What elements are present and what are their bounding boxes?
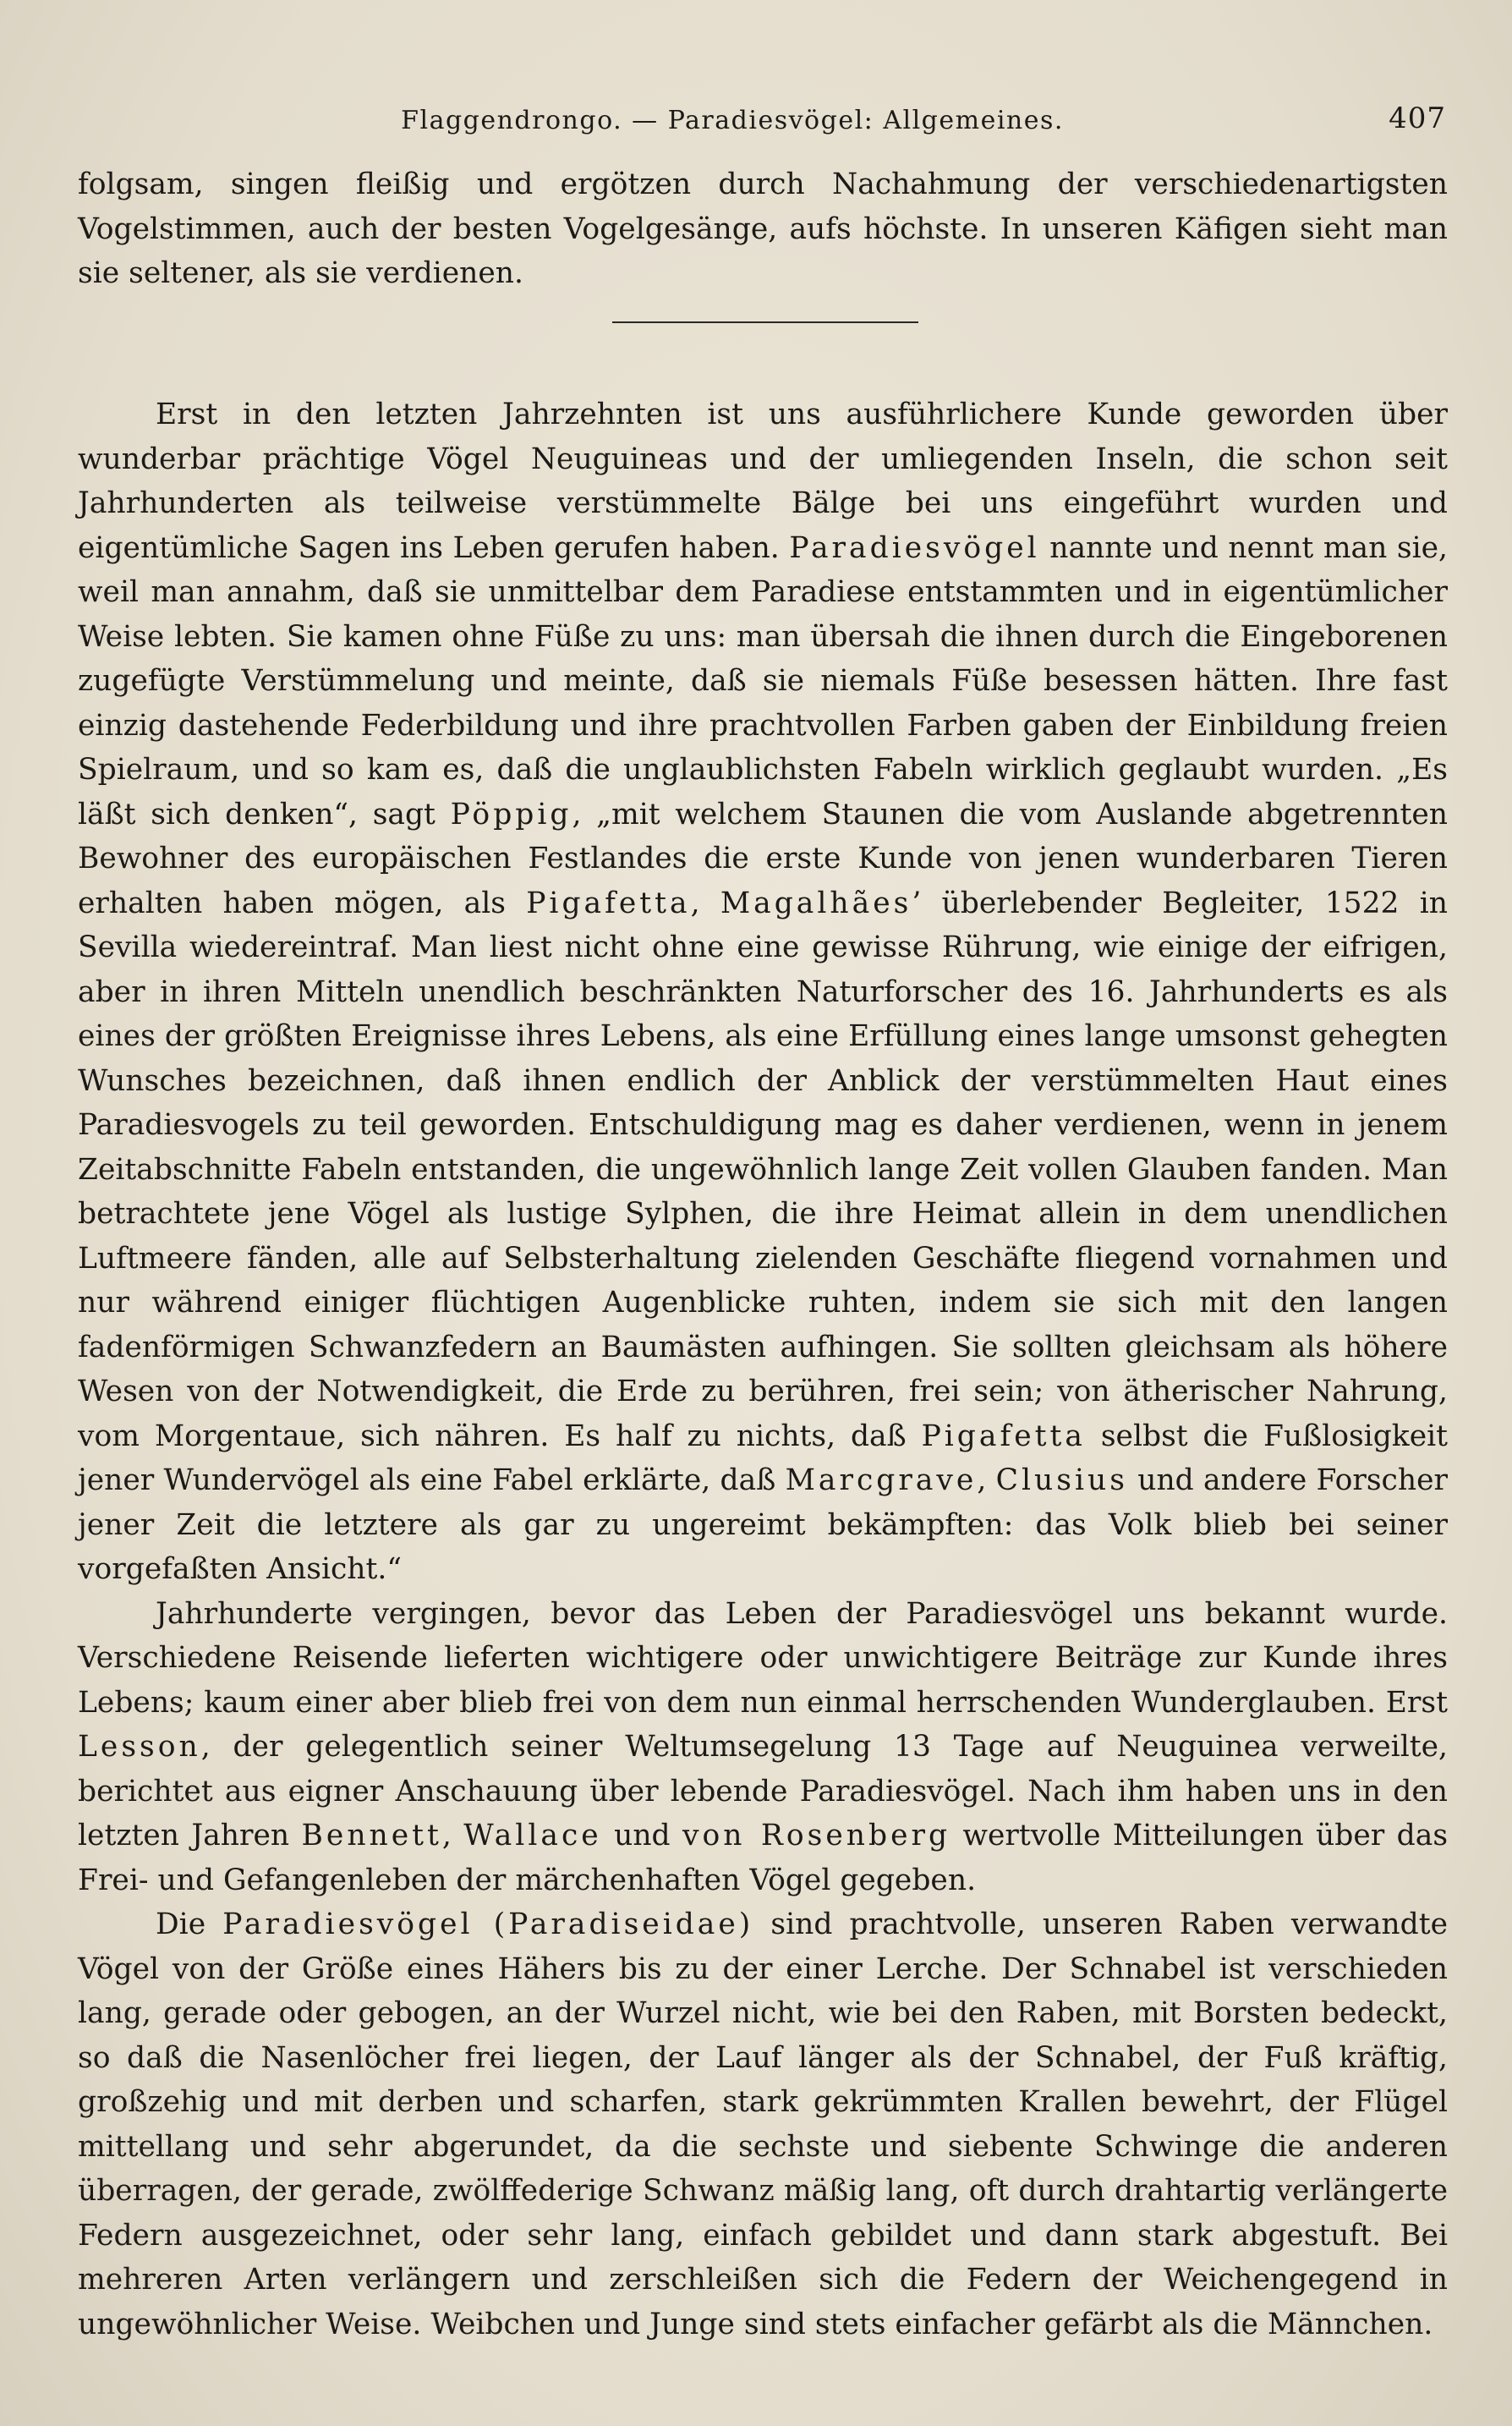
text-run: Jahrhunderte vergingen, bevor das Leben der Paradiesvögel uns bekannt wurde. Verschiedene Reisende lieferten wichtigere oder unwichtigere Beiträge zur Kunde ihres Lebens; kaum einer aber blieb frei von dem nun einmal herrschenden Wunderglauben. Erst xyxy=(78,1596,1448,1720)
text-run: sind prachtvolle, unseren Raben verwandte Vögel von der Größe eines Hähers bis zu der einer Lerche. Der Schnabel ist verschieden lang, gerade oder gebogen, an der Wurzel nicht, wie bei den Raben, mit Borsten bedeckt, so daß die Nasenlöcher frei liegen, der Lauf länger als der Schnabel, der Fuß kräftig, großzehig und mit derben und scharfen, stark gekrümmten Krallen bewehrt, der Flügel mittellang und sehr abgerundet, da die sechste und siebente Schwinge die anderen überragen, der gerade, zwölffederige Schwanz mäßig lang, oft durch drahtartig verlängerte Federn ausgezeichnet, oder sehr lang, einfach gebildet und dann stark abgestuft. Bei mehreren Arten verlängern und zerschleißen sich die Federn der Weichengegend in ungewöhnlicher Weise. Weibchen und Junge sind stets einfacher gefärbt als die Männchen. xyxy=(78,1907,1449,2341)
person-name: von Rosenberg xyxy=(682,1819,951,1852)
person-name: Pigafetta xyxy=(526,886,691,920)
person-name: Pigafetta xyxy=(921,1419,1086,1453)
spaced-term: Paradiesvögel xyxy=(789,530,1040,565)
person-name: Lesson xyxy=(78,1730,201,1764)
person-name: Wallace xyxy=(463,1819,602,1852)
person-name: Clusius xyxy=(995,1463,1128,1497)
text-run: , der gelegentlich seiner Weltumsegelung 13 Tage auf Neuguinea verweilte, berichtet aus eigner Anschauung über lebende Paradiesvögel. Nach ihm haben uns in den letzten Jahren xyxy=(78,1730,1448,1852)
person-name: Magalhães xyxy=(720,886,912,920)
text-run: Erst in den letzten Jahrzehnten ist uns ausführlichere Kunde geworden über wunderbar prächtige Vögel Neuguineas und der umliegenden Inseln, die schon seit Jahrhunderten als teilweise verstümmelte Bälge bei uns eingeführt wurden und eigentümliche Sagen ins Leben gerufen haben. xyxy=(78,398,1448,565)
person-name: Pöppig xyxy=(450,797,572,832)
text-run: nannte und nennt man sie, weil man annahm, daß sie unmittelbar dem Paradiese entstammten und in eigentümlicher Weise lebten. Sie kamen ohne Füße zu uns: man übersah die ihnen durch die Eingeborenen zugefügte Verstümmelung und meinte, daß sie niemals Füße besessen hätten. Ihre fast einzig dastehende Federbildung und ihre prachtvollen Farben gaben der Einbildung freien Spielraum, und so kam es, daß die unglaublichsten Fabeln wirklich geglaubt wurden. „Es läßt sich denken“, sagt xyxy=(78,530,1449,832)
page-number: 407 xyxy=(1389,102,1446,135)
text-run: ’ überlebender Begleiter, 1522 in Sevilla wiedereintraf. Man liest nicht ohne eine gewisse Rührung, wie einige der eifrigen, aber in ihren Mitteln unendlich beschränkten Naturforscher des 16. Jahrhunderts es als eines der größten Ereignisse ihres Lebens, als eine Erfüllung eines lange umsonst gehegten Wunsches bezeichnen, daß ihnen endlich der Anblick der verstümmelten Haut eines Paradiesvogels zu teil geworden. Entschuldigung mag es daher verdienen, wenn in jenem Zeitabschnitte Fabeln entstanden, die ungewöhnlich lange Zeit vollen Glauben fanden. Man betrachtete jene Vögel als lustige Sylphen, die ihre Heimat allein in dem unendlichen Luftmeere fänden, alle auf Selbsterhaltung zielenden Geschäfte fliegend vornahmen und nur während einiger flüchtigen Augenblicke ruhten, indem sie sich mit den langen fadenförmigen Schwanzfedern an Baumästen aufhingen. Sie sollten gleichsam als höhere Wesen von der Notwendigkeit, die Erde zu berühren, frei sein; von ätherischer Nahrung, vom Morgentaue, sich nähren. Es half zu nichts, daß xyxy=(78,886,1448,1453)
section-body xyxy=(78,392,1448,2346)
text-run: , „mit welchem Staunen die vom Auslande abgetrennten Bewohner des europäischen Festlandes die erste Kunde von jenen wunderbaren Tieren erhalten haben mögen, als xyxy=(78,797,1449,920)
section-divider xyxy=(612,321,918,323)
paragraph-fables xyxy=(78,392,1448,1592)
text-run: Die xyxy=(156,1907,206,1941)
page-header xyxy=(76,91,1446,135)
text-run: , xyxy=(690,886,700,920)
text-run: und andere Forscher jener Zeit die letztere als gar zu ungereimt bekämpften: das Volk blieb bei seiner vorgefaßten Ansicht.“ xyxy=(78,1463,1448,1586)
text-run: und xyxy=(614,1819,671,1852)
person-name: Bennett xyxy=(301,1819,442,1852)
person-name: Marcgrave xyxy=(785,1463,978,1497)
intro-paragraph-block xyxy=(78,162,1448,296)
text-run: , xyxy=(977,1463,987,1497)
paragraph-description xyxy=(78,1902,1448,2346)
text-run: wertvolle Mitteilungen über das Frei- und Gefangenleben der märchenhaften Vögel gegeben. xyxy=(78,1819,1449,1897)
running-head: Flaggendrongo. — Paradiesvögel: Allgemeines. xyxy=(401,106,1064,135)
text-run: , xyxy=(441,1819,452,1852)
paragraph-research-history xyxy=(78,1592,1448,1903)
text-run: selbst die Fußlosigkeit jener Wundervögel als eine Fabel erklärte, daß xyxy=(78,1419,1449,1497)
intro-paragraph: folgsam, singen fleißig und ergötzen durch Nachahmung der verschiedenartigsten Vogelstimmen, auch der besten Vogelgesänge, aufs höchste. In unseren Käfigen sieht man sie seltener, als sie verdienen. xyxy=(78,167,1448,290)
spaced-term: Paradiesvögel (Paradiseidae) xyxy=(222,1907,754,1941)
